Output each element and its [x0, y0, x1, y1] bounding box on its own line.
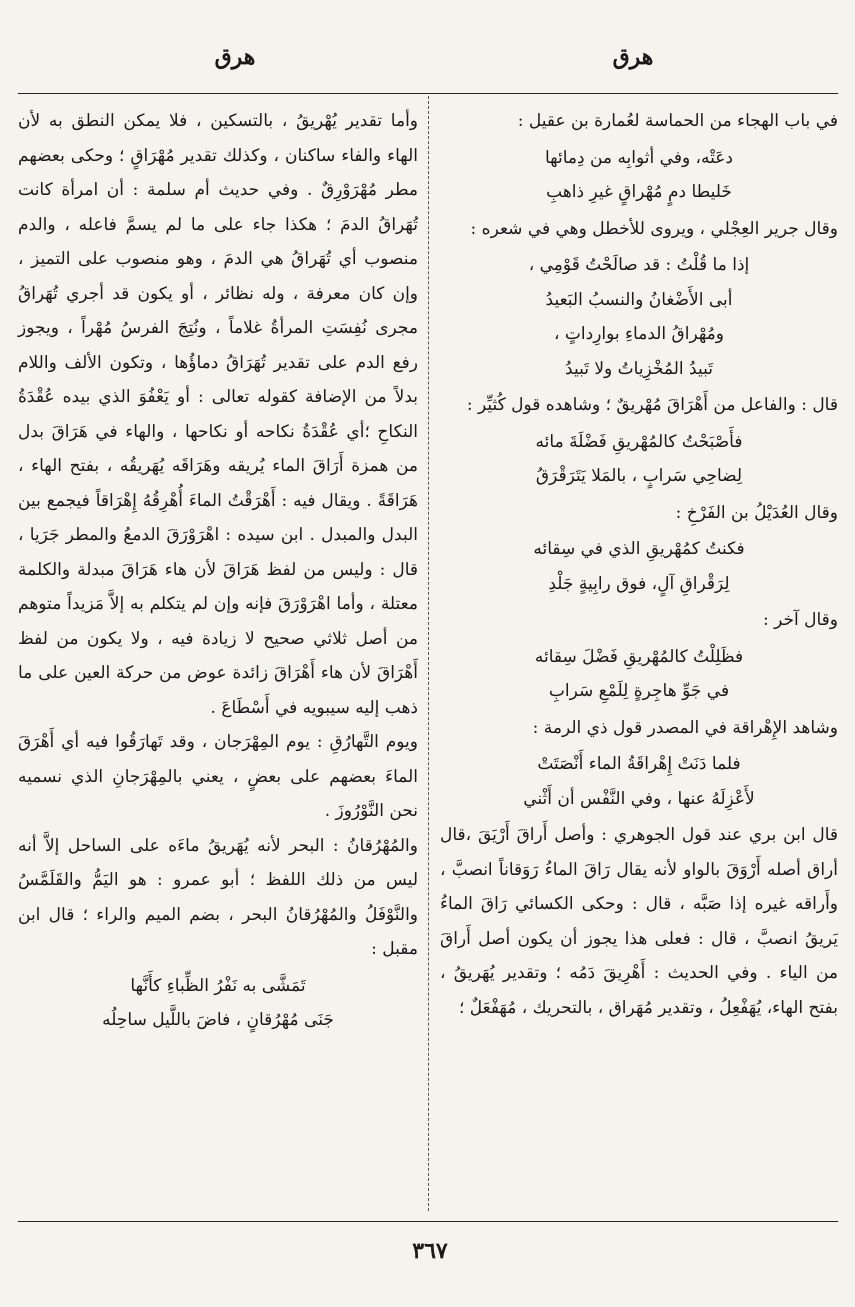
verse: [440, 640, 838, 709]
verse-line: ومُهْراقُ الدماءِ بوارِداتٍ ،: [554, 324, 724, 344]
verse: [440, 248, 838, 386]
paragraph: قال ابن بري عند قول الجوهري : وأصل أَراقَ أَرْيَقَ ،قال أراق أصله أَرْوَقَ بالواو لأنه يقال رَاقَ الماءُ رَوَقاناً انصبَّ ، وأَراقه غيره إذا صَبَّه ، قال : وحكى الكسائي رَاقَ الماءُ يَريقُ انصبَّ ، قال : فعلى هذا يجوز أن يكون أصل أَراقَ من الياء . وفي الحديث : أَهْرِيقَ دَمُه ؛ وتقدير يُهَريقُ ، بفتح الهاء، يُهَفْعِلُ ، وتقدير مُهَراق ، بالتحريك ، مُهَفْعَلٌ ؛: [440, 825, 838, 1018]
verse-line: أبى الأَضْغانُ والنسبُ البَعيدُ: [545, 289, 733, 310]
verse-line: إذا ما قُلْتُ : قد صالَحْتُ قَوْمِي ،: [528, 255, 750, 275]
paragraph: في باب الهجاء من الحماسة لعُمارة بن عقيل :: [517, 111, 838, 131]
paragraph: وقال آخر :: [762, 610, 838, 630]
paragraph: ويوم التَّهارُقِ : يوم المِهْرَجان ، وقد تَهارَقُوا فيه أي أَهْرَقَ الماءَ بعضهم على بعضٍ ، يعني بالمِهْرَجانِ الذي نسميه نحن النَّوْرُوزَ .: [18, 732, 418, 821]
verse-line: فكنتُ كمُهْريقِ الذي في سِقائه: [533, 539, 745, 559]
left-column: [18, 104, 418, 1040]
verse-line: فأَصْبَحْتُ كالمُهْريقِ فَضْلَةَ مائه: [535, 431, 743, 452]
page-header-root-left: هرق: [214, 44, 256, 70]
column-divider: [428, 96, 429, 1211]
verse-line: تَبيدُ المُخْزِياتُ ولا تَبيدُ: [565, 358, 713, 379]
verse-line: فلما دَنَتْ إِهْراقَةُ الماء أَنْصَتَتْ: [537, 754, 741, 774]
verse-line: خَليطا دمٍ مُهْراقٍ غيرِ ذاهبِ: [546, 182, 732, 202]
header-rule: [18, 93, 838, 94]
verse: [18, 969, 418, 1038]
paragraph: قال : والفاعل من أَهْرَاقَ مُهْريقٌ ؛ وشاهده قول كُثيِّر :: [466, 395, 838, 415]
page-number: ٣٦٧: [412, 1238, 448, 1264]
verse-line: لأَعْزِلَهُ عنها ، وفي النَّفْس أن أَثْني: [523, 788, 755, 809]
verse-line: لِرَقْراقِ آلٍ، فوق رابِيةٍ جَلْدِ: [548, 573, 730, 594]
right-column: [440, 104, 838, 1025]
paragraph: وأما تقدير يُهْريقُ ، بالتسكين ، فلا يمكن النطق به لأن الهاء والفاء ساكنان ، وكذلك تقدير مُهْرَاقٍ ؛ وحكى بعضهم مطر مُهْرَوْرِقٌ . وفي حديث أم سلمة : أن امرأة كانت تُهَراقُ الدمَ ؛ هكذا جاء على ما لم يسمَّ فاعله ، والدم منصوب أي تُهَراقُ هي الدمَ ، وهو منصوب على التميز ، وإن كان معرفة ، وله نظائر ، أو يكون قد أجري تُهَراقُ مجرى نُفِسَتِ المرأةُ غلاماً ، ونُتِجَ الفرسُ مُهْراً ، ويجوز رفع الدم على تقدير تُهَرَاقُ دماؤُها ، وتكون الألف واللام بدلاً من الإضافة كقوله تعالى : أو يَعْفُوَ الذي بيده عُقْدَةُ النكاحِ ؛أي عُقْدَةُ نكاحه أو نكاحها ، والهاء في هَرَاقَ بدل من همزة أَرَاقَ الماء يُريقه وهَرَاقَه يُهَريقُه ، بفتح الهاء ، هَرَاقَةً . ويقال فيه : أَهْرَقْتُ الماءَ أُهْرِقُهُ إِهْرَاقاً فيجمع بين البدل والمبدل . ابن سيده : اهْرَوْرَقَ الدمعُ والمطر جَرَيا ، قال : وليس من لفظ هَرَاقَ لأن هاء هَرَاقَ مبدلة والكلمة معتلة ، وأما اهْرَوْرَقَ فإنه وإن لم يتكلم به إلاَّ مَزيداً متوهم من أصل ثلاثي صحيح لا زيادة فيه ، ولا يكون من لفظ أَهْرَاقَ لأن هاء أَهْرَاقَ زائدة عوض من حركة العين على ما ذهب إليه سيبويه في أَسْطَاعَ .: [18, 111, 418, 718]
footer-rule: [18, 1221, 838, 1222]
verse-line: دعَتْه، وفي أثوابِه من دِمائها: [544, 147, 734, 168]
paragraph: وقال جرير العِجْلي ، ويروى للأخطل وهي في شعره :: [470, 218, 838, 239]
verse-line: تَمَشَّى به نَفْرُ الظِّباءِ كأَنَّها: [130, 975, 306, 996]
verse-line: جَنَى مُهْرُقانٍ ، فاضَ باللَّيل ساحِلُه: [102, 1010, 334, 1030]
verse: [440, 747, 838, 816]
paragraph: وشاهد الإِهْراقة في المصدر قول ذي الرمة :: [532, 717, 838, 738]
verse: [440, 141, 838, 210]
page-header-root-right: هرق: [612, 44, 654, 70]
verse-line: لِضاحِي سَرابٍ ، بالمَلا يَتَرَقْرَقُ: [535, 466, 743, 486]
verse-line: في جَوِّ هاجِرةٍ لِلَمْعِ سَرابِ: [548, 681, 730, 701]
verse-line: فظَلِلْتُ كالمُهْريقِ فَضْلَ سِقائه: [534, 646, 744, 667]
paragraph: وقال العُدَيْلُ بن الفَرْخِ :: [675, 502, 838, 523]
verse: [440, 532, 838, 601]
paragraph: والمُهْرُقانُ : البحر لأنه يُهَريقُ ماءَه على الساحل إلاَّ أنه ليس من ذلك اللفظ ؛ أبو عمرو : هو اليَمُّ والقَلَمَّسُ والنَّوْفَلُ والمُهْرُقانُ البحر ، بضم الميم والراء ؛ قال ابن مقبل :: [18, 835, 418, 959]
verse: [440, 425, 838, 494]
